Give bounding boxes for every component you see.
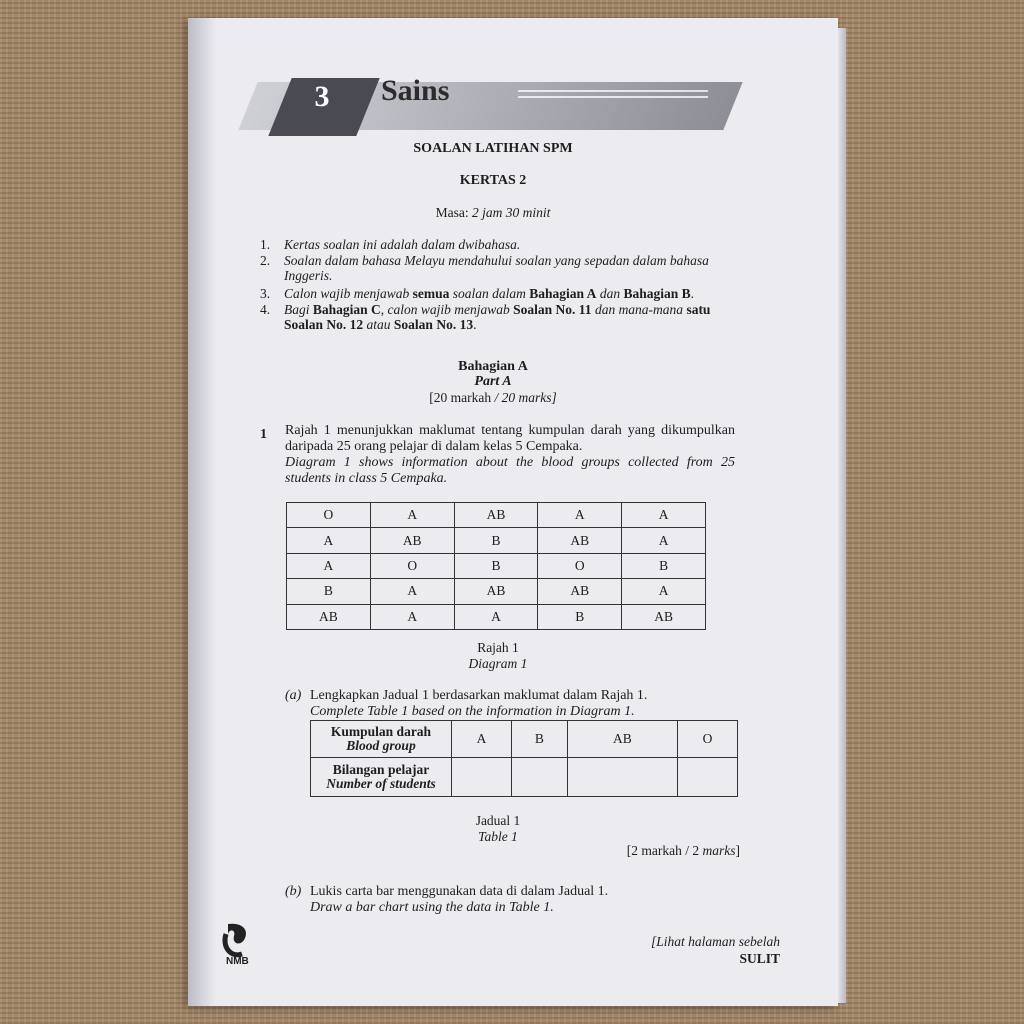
header-ms: Kumpulan darah	[330, 724, 432, 739]
section-marks-en: / 20 marks]	[494, 390, 557, 405]
time-label: Masa:	[435, 205, 469, 220]
next-page-note: [Lihat halaman sebelah	[650, 934, 780, 949]
instruction-number: 4.	[260, 302, 271, 317]
diagram-cell: O	[287, 503, 371, 528]
instruction-text: Bagi Bahagian C, calon wajib menjawab Soalan No. 11 dan mana-mana satu Soalan No. 12 atau Soalan No. 13.	[284, 302, 711, 332]
instruction-number: 2.	[260, 253, 271, 268]
table-header-number-of-students	[311, 758, 452, 797]
publisher-logo	[220, 920, 260, 975]
publisher-logo-text: NMB	[226, 956, 249, 967]
diagram-row	[287, 503, 706, 528]
blood-group-cell: O	[678, 721, 738, 758]
question-number: 1	[260, 427, 267, 442]
diagram-cell: AB	[370, 528, 454, 553]
section-marks-ms: [20 markah	[429, 390, 492, 405]
header-en: Blood group	[346, 738, 416, 753]
blood-group-cell: AB	[567, 721, 677, 758]
table-header-blood-group	[311, 721, 452, 758]
answer-cell[interactable]	[511, 758, 567, 797]
instruction-number: 1.	[260, 237, 271, 252]
diagram-caption: Rajah 1	[477, 640, 519, 655]
blood-group-cell: A	[452, 721, 512, 758]
diagram-row	[287, 579, 706, 604]
paper-title: KERTAS 2	[459, 173, 527, 188]
instruction-3	[260, 286, 730, 301]
exam-title: SOALAN LATIHAN SPM	[413, 141, 573, 156]
question-text-en: Diagram 1 shows information about the blood groups collected from 25 students in class 5 Cempaka.	[285, 455, 735, 486]
diagram-cell: B	[454, 553, 538, 578]
diagram-cell: B	[454, 528, 538, 553]
diagram-cell: B	[538, 604, 622, 629]
diagram-cell: AB	[622, 604, 706, 629]
blood-group-cell: B	[511, 721, 567, 758]
chapter-number: 3	[314, 80, 330, 113]
page-edge	[838, 28, 846, 1003]
marks-ms: [2 markah /	[626, 843, 689, 858]
publisher-logo-icon	[220, 920, 260, 970]
part-b-text-en: Draw a bar chart using the data in Table 1.	[310, 900, 554, 915]
diagram-cell: A	[287, 528, 371, 553]
header-stripe	[518, 90, 709, 92]
instruction-text: Soalan dalam bahasa Melayu mendahului soalan yang sepadan dalam bahasa Inggeris.	[284, 253, 709, 283]
diagram-cell: A	[454, 604, 538, 629]
diagram-cell: A	[622, 528, 706, 553]
diagram-cell: A	[287, 553, 371, 578]
time-value: 2 jam 30 minit	[471, 205, 551, 220]
part-a-text-en: Complete Table 1 based on the information in Diagram 1.	[310, 704, 635, 719]
header-en: Number of students	[326, 776, 436, 791]
diagram-cell: A	[538, 503, 622, 528]
diagram-cell: AB	[538, 528, 622, 553]
diagram-cell: A	[370, 604, 454, 629]
table-caption-english: Table 1	[478, 829, 518, 844]
part-b-text-ms: Lukis carta bar menggunakan data di dalam Jadual 1.	[310, 884, 609, 899]
diagram-row	[287, 604, 706, 629]
diagram-caption-english: Diagram 1	[468, 656, 528, 671]
exam-duration	[338, 205, 648, 221]
section-title-english: Part A	[474, 374, 512, 389]
part-a-marks	[608, 843, 740, 859]
marks-close: ]	[735, 843, 740, 858]
answer-cell[interactable]	[567, 758, 677, 797]
classification-label: SULIT	[739, 951, 780, 966]
diagram-cell: B	[622, 553, 706, 578]
header-stripe	[518, 96, 709, 98]
instruction-1	[260, 237, 730, 252]
diagram-cell: O	[370, 553, 454, 578]
exam-page	[188, 18, 838, 1006]
table-1	[310, 720, 738, 797]
section-title: Bahagian A	[458, 359, 528, 374]
diagram-cell: AB	[454, 579, 538, 604]
diagram-cell: AB	[454, 503, 538, 528]
instruction-2	[260, 253, 730, 283]
table-caption: Jadual 1	[475, 813, 521, 828]
diagram-cell: AB	[287, 604, 371, 629]
diagram-row	[287, 553, 706, 578]
diagram-cell: B	[287, 579, 371, 604]
answer-cell[interactable]	[452, 758, 512, 797]
diagram-cell: AB	[538, 579, 622, 604]
marks-en-word: marks	[702, 843, 736, 858]
question-text-ms: Rajah 1 menunjukkan maklumat tentang kumpulan darah yang dikumpulkan daripada 25 orang pelajar di dalam kelas 5 Cempaka.	[285, 423, 735, 454]
section-marks	[368, 390, 618, 406]
instruction-text: Calon wajib menjawab semua soalan dalam Bahagian A dan Bahagian B.	[284, 286, 694, 301]
header-ms: Bilangan pelajar	[332, 762, 430, 777]
chapter-title: Sains	[381, 74, 450, 107]
part-a-label: (a)	[285, 688, 302, 703]
instruction-text: Kertas soalan ini adalah dalam dwibahasa.	[284, 237, 521, 252]
diagram-cell: O	[538, 553, 622, 578]
diagram-row	[287, 528, 706, 553]
diagram-cell: A	[370, 579, 454, 604]
part-a-text-ms: Lengkapkan Jadual 1 berdasarkan maklumat dalam Rajah 1.	[310, 688, 648, 703]
diagram-cell: A	[370, 503, 454, 528]
instruction-4	[260, 302, 730, 332]
diagram-cell: A	[622, 579, 706, 604]
diagram-1-table	[286, 502, 706, 630]
instruction-number: 3.	[260, 286, 271, 301]
part-b-label: (b)	[285, 884, 302, 899]
answer-cell[interactable]	[678, 758, 738, 797]
diagram-cell: A	[622, 503, 706, 528]
marks-en-num: 2	[692, 843, 700, 858]
